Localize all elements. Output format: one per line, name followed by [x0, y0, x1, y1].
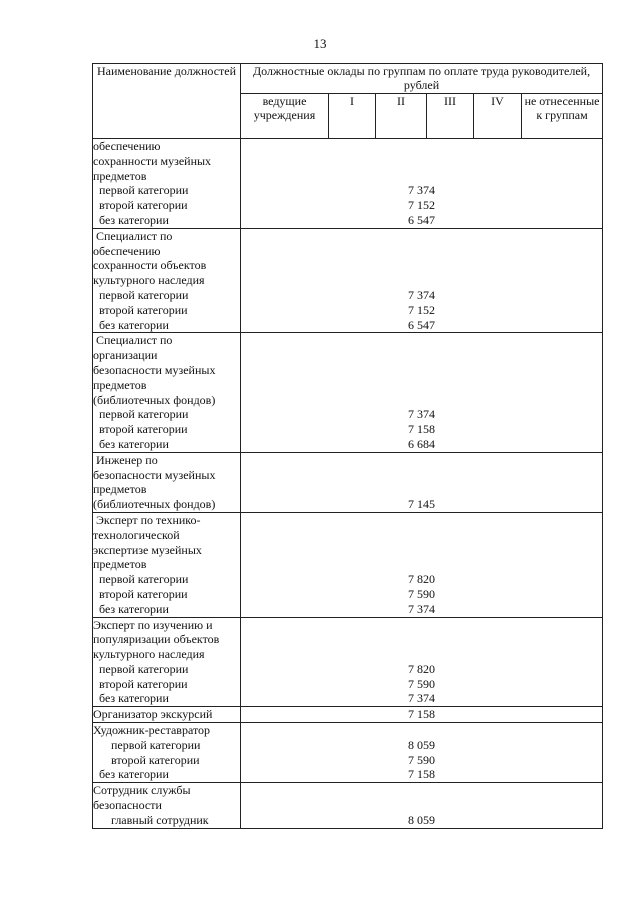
position-line: (библиотечных фондов) [93, 392, 216, 407]
salary-value [241, 169, 602, 184]
salary-value: 7 590 [408, 752, 436, 767]
salary-value: 7 152 [408, 302, 436, 317]
position-line: предметов [93, 557, 147, 572]
salary-value [241, 723, 602, 738]
salary-value: 7 820 [408, 572, 436, 587]
position-line: предметов [93, 168, 147, 183]
salary-value [241, 783, 602, 798]
salary-value [241, 513, 602, 528]
table-row [93, 783, 603, 828]
salary-value: 7 158 [408, 767, 436, 782]
position-line: без категории [99, 691, 169, 706]
position-line: без категории [99, 212, 169, 227]
group-header-leading: ведущие учреждения [241, 94, 329, 139]
table-row [93, 452, 603, 512]
salary-value: 7 152 [408, 198, 436, 213]
position-line: второй категории [111, 752, 200, 767]
position-line: безопасности музейных [93, 362, 216, 377]
position-line: Сотрудник службы [93, 783, 191, 798]
position-cell [93, 617, 241, 707]
salary-cell [241, 707, 603, 723]
salary-cell [241, 617, 603, 707]
group-header-4: IV [474, 94, 522, 139]
position-line: первой категории [111, 737, 201, 752]
salary-value [241, 453, 602, 468]
position-line: Инженер по [96, 452, 158, 467]
position-cell [93, 333, 241, 452]
salary-cell [241, 228, 603, 333]
salary-value: 7 590 [408, 586, 436, 601]
position-line: Художник-реставратор [93, 723, 211, 738]
salary-value [241, 528, 602, 543]
table-row [93, 139, 603, 229]
salary-value: 7 374 [408, 287, 436, 302]
group-header-1: I [329, 94, 376, 139]
group-header-2: II [376, 94, 427, 139]
salary-value [241, 333, 602, 348]
table-row [93, 333, 603, 452]
position-line: организации [93, 348, 158, 363]
position-cell [93, 512, 241, 617]
position-line: второй категории [99, 302, 188, 317]
salary-value [241, 139, 602, 154]
salary-value: 7 590 [408, 676, 436, 691]
position-cell [93, 723, 241, 783]
salary-value [241, 482, 602, 497]
position-line: Эксперт по технико- [96, 512, 201, 527]
position-line: предметов [93, 482, 147, 497]
table-row [93, 617, 603, 707]
position-line: первой категории [99, 287, 189, 302]
salary-value [241, 363, 602, 378]
salary-value [241, 154, 602, 169]
salary-groups-header: Должностные оклады по группам по оплате труда руководителей, рублей [241, 64, 603, 94]
position-cell [93, 783, 241, 828]
table-row [93, 707, 603, 723]
position-line: без категории [99, 317, 169, 332]
salary-value [241, 468, 602, 483]
position-line: второй категории [99, 422, 188, 437]
salary-cell [241, 452, 603, 512]
salary-value: 6 547 [408, 212, 436, 227]
salary-value: 7 158 [408, 422, 436, 437]
position-line: Специалист по [96, 333, 173, 348]
position-line: сохранности музейных [93, 153, 212, 168]
position-line: культурного наследия [93, 647, 205, 662]
salary-value [241, 229, 602, 244]
position-line: без категории [99, 436, 169, 451]
page-number: 13 [313, 36, 327, 51]
salary-value [241, 378, 602, 393]
position-line: второй категории [99, 676, 188, 691]
position-cell [93, 452, 241, 512]
salary-value: 7 374 [408, 601, 436, 616]
position-line: первой категории [99, 661, 189, 676]
group-header-3: III [427, 94, 474, 139]
position-line: без категории [99, 767, 169, 782]
table-row [93, 723, 603, 783]
salary-cell [241, 723, 603, 783]
salary-cell [241, 333, 603, 452]
salary-value: 6 547 [408, 317, 436, 332]
salary-cell [241, 783, 603, 828]
position-column-header: Наименование должностей [93, 64, 241, 139]
salary-value: 7 145 [408, 497, 436, 512]
position-line: первой категории [99, 407, 189, 422]
salary-value: 7 374 [408, 691, 436, 706]
salary-value [241, 557, 602, 572]
position-line: обеспечению [93, 139, 161, 153]
salary-value: 7 374 [408, 183, 436, 198]
salary-value [241, 647, 602, 662]
position-line: второй категории [99, 198, 188, 213]
position-line: (библиотечных фондов) [93, 497, 216, 512]
table-row [93, 228, 603, 333]
position-line: первой категории [99, 572, 189, 587]
position-line: технологической [93, 527, 180, 542]
salary-value: 7 820 [408, 661, 436, 676]
position-cell [93, 139, 241, 229]
salary-value [241, 348, 602, 363]
position-line: безопасности [93, 798, 162, 813]
position-line: главный сотрудник [111, 812, 209, 827]
salary-value: 8 059 [408, 812, 436, 827]
position-cell [93, 707, 241, 723]
position-line: безопасности музейных [93, 467, 216, 482]
salary-cell [241, 512, 603, 617]
salary-value: 7 158 [408, 707, 436, 722]
position-line: Специалист по [96, 228, 173, 243]
position-line: Организатор экскурсий [93, 707, 213, 722]
position-line: второй категории [99, 586, 188, 601]
position-line: популяризации объектов [93, 632, 220, 647]
salary-value [241, 258, 602, 273]
salary-value [241, 618, 602, 633]
group-header-unassigned: не отнесенные к группам [522, 94, 603, 139]
salary-table [92, 63, 603, 829]
salary-value [241, 393, 602, 408]
salary-value: 8 059 [408, 737, 436, 752]
position-line: культурного наследия [93, 273, 205, 288]
position-cell [93, 228, 241, 333]
position-line: предметов [93, 377, 147, 392]
salary-value: 6 684 [408, 436, 436, 451]
table-body [93, 139, 603, 829]
position-line: Эксперт по изучению и [93, 617, 213, 632]
salary-value [241, 543, 602, 558]
position-line: без категории [99, 601, 169, 616]
salary-cell [241, 139, 603, 229]
position-line: экспертизе музейных [93, 542, 202, 557]
salary-value [241, 632, 602, 647]
position-line: обеспечению [93, 243, 161, 258]
salary-value: 7 374 [408, 407, 436, 422]
salary-value [241, 798, 602, 813]
salary-value [241, 273, 602, 288]
position-line: сохранности объектов [93, 258, 207, 273]
salary-value [241, 244, 602, 259]
position-line: первой категории [99, 183, 189, 198]
table-row [93, 512, 603, 617]
